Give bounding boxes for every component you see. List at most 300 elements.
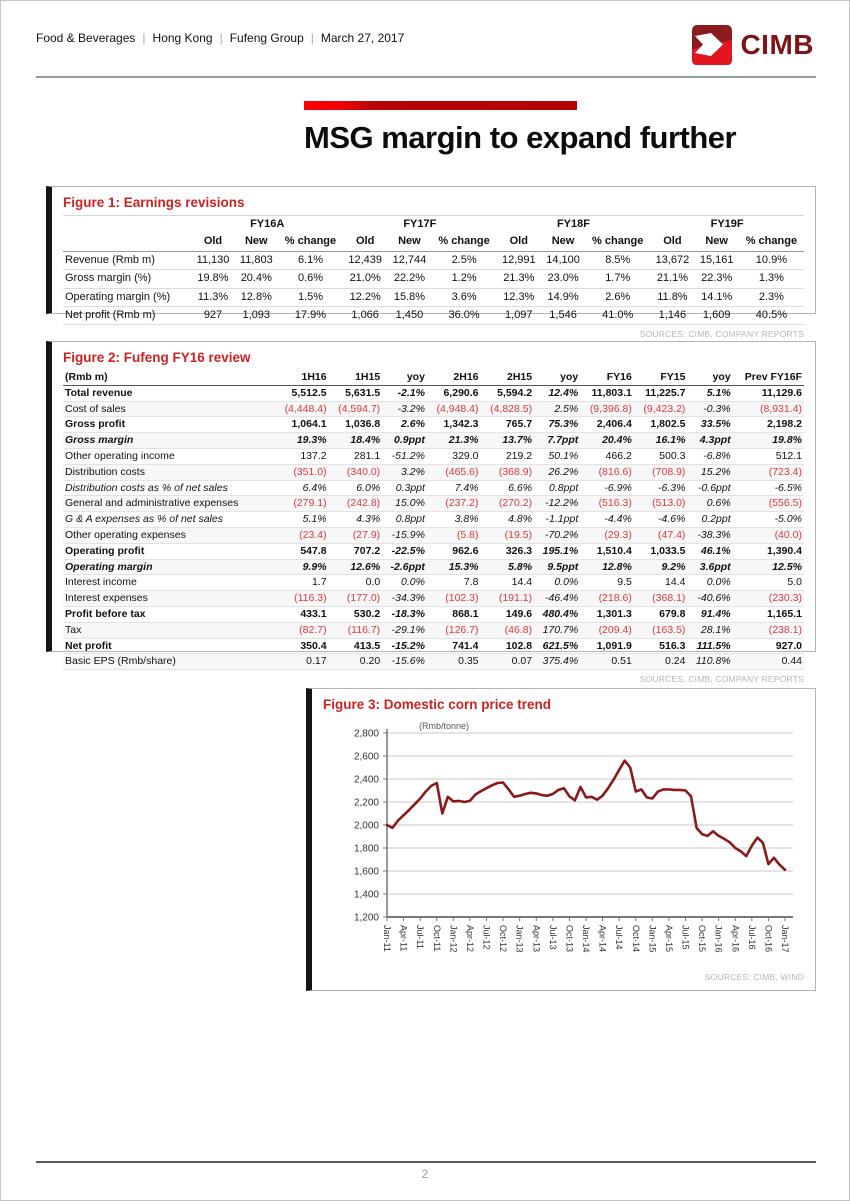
cell-value: 15.8% [393,290,426,303]
cell-value: (116.7) [347,623,381,636]
cell-value: 22.3% [701,272,733,285]
column-header: % change [592,235,644,248]
cell-value: 0.2ppt [701,513,731,526]
cell-value: 281.1 [353,449,381,462]
cell-value: 326.3 [505,544,533,557]
row-label: General and administrative expenses [65,497,239,510]
table-row [63,251,804,269]
cell-value: 41.0% [602,308,634,321]
column-header: FY15 [660,371,686,383]
cell-value: 40.5% [755,308,787,321]
cell-value: 7.4% [454,481,479,494]
table-row [63,401,804,417]
cell-value: 11.8% [657,290,688,303]
cell-value: 2.3% [758,290,784,303]
cell-value: 516.3 [659,639,686,652]
table-row [63,591,804,607]
cell-value: 12.8% [602,560,632,573]
cell-value: (368.9) [498,465,533,478]
cell-value: -6.9% [604,481,632,494]
cell-value: 17.9% [294,308,327,321]
x-tick-label: Jan-12 [448,925,459,953]
column-header: 2H16 [453,371,479,383]
cell-value: 679.8 [659,607,686,620]
cell-value: (47.4) [658,528,686,541]
cell-value: (237.2) [445,497,479,510]
cell-value: (177.0) [346,592,381,605]
cell-value: 3.8% [454,513,479,526]
cell-value: -46.4% [544,592,579,605]
cell-value: (340.0) [346,465,381,478]
cell-value: 927.0 [775,639,802,652]
cell-value: (102.3) [445,592,479,605]
cell-value: 1.7 [311,576,327,589]
table-row [63,496,804,512]
cell-value: 350.4 [300,639,327,652]
column-header: % change [438,235,490,248]
cell-value: 5,594.2 [497,386,533,399]
row-label: Total revenue [65,386,133,399]
cell-value: 9.9% [302,560,327,573]
table-row [63,543,804,559]
cell-value: 1.5% [297,290,324,303]
cell-value: 0.0% [554,576,579,589]
cell-value: -4.6% [658,513,686,526]
axis-unit-label: (Rmb/tonne) [419,721,470,731]
column-header: % change [745,235,798,248]
cell-value: (82.7) [299,623,327,636]
column-header: % change [284,235,337,248]
cell-value: 0.6% [706,497,731,510]
cell-value: 1,036.8 [345,418,381,431]
x-tick-label: Apr-14 [597,925,608,953]
table-row [63,385,804,401]
cell-value: -70.2% [544,528,579,541]
x-tick-label: Apr-11 [398,925,409,952]
cell-value: (4,448.4) [284,402,327,415]
cell-value: (516.3) [598,497,632,510]
x-tick-label: Jul-14 [614,925,625,950]
x-tick-label: Jul-11 [415,925,426,949]
column-header: 1H15 [355,371,381,383]
cell-value: 5.1% [706,386,731,399]
table-row [63,622,804,638]
cell-value: 170.7% [542,623,579,636]
cell-value: 10.9% [755,253,787,266]
column-header: yoy [406,371,425,383]
column-group-header: FY19F [710,218,744,230]
cell-value: 0.9ppt [394,434,425,447]
cell-value: 1,097 [505,308,533,321]
cell-value: 7.8 [463,576,479,589]
row-label: Net profit [65,639,112,652]
cell-value: 0.8ppt [395,513,425,526]
cell-value: 12,439 [348,253,382,266]
cell-value: (513.0) [652,497,686,510]
cell-value: 5.8% [508,560,533,573]
cell-value: 2.6% [400,418,425,431]
column-header: 1H16 [301,371,327,383]
column-header: Old [509,235,528,248]
cell-value: (4,594.7) [338,402,381,415]
row-label: Net profit (Rmb m) [65,308,156,321]
x-tick-label: Jan-16 [713,925,724,953]
cell-value: 0.20 [359,655,381,668]
cell-value: 0.3ppt [395,481,425,494]
cell-value: 19.8% [772,434,802,447]
cell-value: (242.8) [346,497,381,510]
cell-value: 15.3% [448,560,479,573]
table-row [63,288,804,306]
cell-value: 2.5% [451,253,477,266]
x-tick-label: Apr-16 [730,925,741,953]
cell-value: (270.2) [498,497,533,510]
cell-value: 12.3% [503,290,535,303]
cell-value: -6.5% [774,481,802,494]
separator: | [142,31,146,45]
row-label: Operating margin (%) [65,290,171,303]
cell-value: 4.3ppt [699,434,731,447]
cell-value: 707.2 [353,544,381,557]
footer-rule [36,1161,816,1163]
cell-value: 13,672 [655,253,690,266]
cell-value: 962.6 [452,544,479,557]
cell-value: 14.4 [511,576,533,589]
row-label: Gross margin [65,434,134,447]
cell-value: (126.7) [445,623,479,636]
cell-value: 9.5 [617,576,632,589]
cell-value: 1,146 [658,308,687,321]
cell-value: -6.8% [703,449,731,462]
cell-value: 137.2 [300,449,327,462]
figure3-title: Figure 3: Domestic corn price trend [323,697,552,712]
cell-value: 219.2 [505,449,533,462]
cell-value: 1,064.1 [291,418,327,431]
cell-value: 5,631.5 [345,386,381,399]
fig1-table [63,215,804,325]
cell-value: (708.9) [652,465,686,478]
y-tick-label: 2,400 [353,774,379,786]
cell-value: 0.07 [511,655,533,668]
cimb-logo-icon [692,25,732,65]
y-tick-label: 2,000 [353,820,379,832]
cell-value: 5,512.5 [291,386,327,399]
figure3-source: SOURCES: CIMB, WIND [704,972,804,982]
cell-value: 4.3% [356,513,381,526]
table-row [63,575,804,591]
cell-value: 11.3% [197,290,229,303]
cell-value: 765.7 [505,418,533,431]
breadcrumb [36,25,404,45]
cell-value: 15,161 [699,253,734,266]
x-tick-label: Jul-12 [481,925,492,950]
cell-value: -1.1ppt [545,513,579,526]
column-header: New [705,235,728,248]
cell-value: 5.0 [787,576,802,589]
page-title: MSG margin to expand further [304,120,737,155]
cell-value: 18.4% [350,434,381,447]
cell-value: 195.1% [542,544,579,557]
cell-value: 868.1 [452,607,479,620]
cell-value: 6,290.6 [443,386,479,399]
table-row [63,433,804,449]
row-label: Distribution costs [65,465,145,478]
row-label: Gross profit [65,418,126,431]
cell-value: (9,423.2) [643,402,686,415]
cell-value: -34.3% [391,592,425,605]
cell-value: 111.5% [696,639,731,652]
cell-value: 0.0 [365,576,381,589]
cell-value: 50.1% [548,449,579,462]
cell-value: (5.8) [456,528,479,541]
table-row [63,606,804,622]
y-tick-label: 1,200 [353,912,379,924]
cell-value: 547.8 [300,544,327,557]
cell-value: 15.2% [700,465,731,478]
cell-value: 1.2% [451,272,477,285]
cell-value: -3.2% [397,402,425,415]
x-tick-label: Oct-15 [697,925,708,953]
cell-value: 9.5ppt [547,560,579,573]
table-row [63,654,804,670]
cell-value: 46.1% [700,544,731,557]
cell-value: 15.0% [395,497,425,510]
cell-value: (29.3) [604,528,632,541]
cell-value: (40.0) [774,528,802,541]
column-header: Old [203,235,223,248]
cell-value: 530.2 [353,607,381,620]
date-label: March 27, 2017 [320,31,405,45]
cell-value: 6.1% [297,253,324,266]
cell-value: 0.17 [306,655,327,668]
cell-value: 110.8% [695,655,731,668]
cell-value: -22.5% [391,544,425,557]
cell-value: (19.5) [504,528,533,541]
figure1-title: Figure 1: Earnings revisions [63,195,245,210]
row-label: G & A expenses as % of net sales [65,513,223,526]
figure1-box [46,186,816,340]
x-tick-label: Jul-16 [746,925,757,950]
sector-label: Food & Beverages [36,31,136,45]
cell-value: 12.8% [240,290,272,303]
cell-value: 329.0 [452,449,479,462]
cell-value: -4.4% [604,513,632,526]
cell-value: 3.6% [451,290,477,303]
x-tick-label: Oct-12 [498,925,509,953]
column-header: yoy [712,371,731,383]
row-label: Gross margin (%) [65,272,152,285]
cell-value: 1,450 [395,308,424,321]
cell-value: -12.2% [544,497,579,510]
cell-value: (230.3) [768,592,802,605]
cell-value: 1,609 [702,308,731,321]
cell-value: (46.8) [504,623,533,636]
x-tick-label: Jan-11 [382,925,392,952]
y-tick-label: 1,600 [353,866,379,878]
y-tick-label: 2,200 [353,797,379,809]
cell-value: 19.3% [296,434,327,447]
cell-value: 16.1% [655,434,686,447]
title-block [304,101,736,156]
x-tick-label: Apr-13 [531,925,542,953]
row-label: Interest income [65,576,137,589]
cell-value: 12,991 [501,253,536,266]
cell-value: 2.5% [554,402,579,415]
cell-value: 1,091.9 [596,639,632,652]
logo-wordmark: CIMB [740,29,814,60]
row-label: Operating margin [65,560,153,573]
cell-value: 1,510.4 [596,544,632,557]
cell-value: 2.6% [605,290,631,303]
cell-value: 6.0% [356,481,381,494]
table-row [63,527,804,543]
cell-value: 26.2% [548,465,579,478]
x-tick-label: Jan-13 [514,925,525,953]
cell-value: 1,342.3 [443,418,479,431]
cell-value: (218.6) [598,592,632,605]
cell-value: 0.24 [665,655,686,668]
cell-value: 413.5 [353,639,381,652]
cell-value: -51.2% [391,449,425,462]
cell-value: 28.1% [700,623,731,636]
cell-value: (238.1) [768,623,802,636]
cell-value: 19.8% [197,272,229,285]
column-header: New [551,235,575,248]
cell-value: -0.3% [703,402,731,415]
table-row [63,638,804,654]
figure2-source: SOURCES: CIMB, COMPANY REPORTS [639,674,804,685]
figure1-source: SOURCES: CIMB, COMPANY REPORTS [639,329,804,340]
cell-value: (351.0) [293,465,327,478]
row-label: Profit before tax [65,607,146,620]
cell-value: (209.4) [598,623,632,636]
region-label: Hong Kong [152,31,213,45]
cell-value: 75.3% [548,418,579,431]
x-tick-label: Jul-13 [547,925,558,950]
cell-value: 0.8ppt [549,481,579,494]
cell-value: -0.6ppt [697,481,731,494]
column-header: Old [663,235,682,248]
table-row [63,417,804,433]
row-label: Basic EPS (Rmb/share) [65,655,176,668]
x-tick-label: Jul-15 [680,925,691,950]
cell-value: 14.4 [665,576,686,589]
y-tick-label: 2,600 [353,751,379,763]
separator: | [310,31,314,45]
x-tick-label: Apr-12 [464,925,475,953]
cell-value: 21.3% [448,434,479,447]
x-tick-label: Oct-13 [564,925,575,953]
cell-value: 927 [203,308,223,321]
x-tick-label: Oct-16 [763,925,774,953]
cell-value: 12.6% [350,560,381,573]
page-number: 2 [421,1167,429,1181]
cell-value: 91.4% [700,607,731,620]
corn-price-line [387,761,785,870]
table-row [63,559,804,575]
page-header [36,25,814,65]
cell-value: 102.8 [505,639,533,652]
figure2-box [46,341,816,685]
cell-value: 12,744 [392,253,427,266]
x-tick-label: Oct-11 [431,925,442,952]
cell-value: -15.9% [391,528,425,541]
x-tick-label: Jan-15 [647,925,658,953]
cell-value: 33.5% [700,418,731,431]
y-tick-label: 2,800 [353,728,379,740]
cell-value: -38.3% [697,528,731,541]
cell-value: (279.1) [293,497,327,510]
row-label: Distribution costs as % of net sales [65,481,228,494]
figure3-box [306,688,816,991]
header-rule [36,76,816,78]
y-tick-label: 1,400 [353,889,379,901]
cell-value: 12.4% [548,386,579,399]
cell-value: 0.0% [706,576,731,589]
cell-value: 5.1% [302,513,327,526]
column-header: FY16 [606,371,632,383]
column-header: New [244,235,268,248]
cell-value: 1,802.5 [650,418,686,431]
cell-value: -18.3% [391,607,425,620]
table-row [63,306,804,324]
x-tick-label: Oct-14 [630,925,641,953]
cell-value: (163.5) [652,623,686,636]
cell-value: -40.6% [697,592,731,605]
x-tick-label: Jan-17 [780,925,790,953]
cell-value: 6.4% [302,481,327,494]
cell-value: 20.4% [602,434,632,447]
cell-value: 0.44 [781,655,802,668]
column-header: 2H15 [507,371,533,383]
row-label: Cost of sales [65,402,126,415]
fig2-table [63,370,804,670]
cell-value: 21.0% [349,272,381,285]
row-label: Other operating expenses [65,528,186,541]
column-group-header: FY18F [556,218,590,230]
cell-value: (723.4) [768,465,802,478]
x-tick-label: Jan-14 [581,925,591,953]
cell-value: 500.3 [659,449,686,462]
cell-value: 9.2% [661,560,686,573]
cell-value: 1,165.1 [766,607,802,620]
cell-value: 0.35 [458,655,479,668]
cell-value: (465.6) [445,465,479,478]
cell-value: 20.4% [240,272,272,285]
table-row [63,480,804,496]
cell-value: 13.7% [502,434,533,447]
cell-value: 1,033.5 [650,544,686,557]
cell-value: 7.7ppt [547,434,579,447]
cell-value: 11,129.6 [761,386,802,399]
separator: | [219,31,223,45]
cell-value: 14.9% [547,290,579,303]
cell-value: 14.1% [701,290,733,303]
cell-value: 11,130 [196,253,230,266]
cell-value: (116.3) [294,592,327,605]
cell-value: (368.1) [652,592,686,605]
table-row [63,512,804,528]
cell-value: 1,301.3 [596,607,632,620]
cimb-logo [692,25,814,65]
cell-value: 36.0% [448,308,480,321]
row-label: Other operating income [65,449,175,462]
title-accent-bar [304,101,577,110]
cell-value: (9,396.8) [589,402,632,415]
cell-value: -5.0% [774,513,802,526]
cell-value: -2.6ppt [390,560,425,573]
cell-value: 22.2% [393,272,426,285]
